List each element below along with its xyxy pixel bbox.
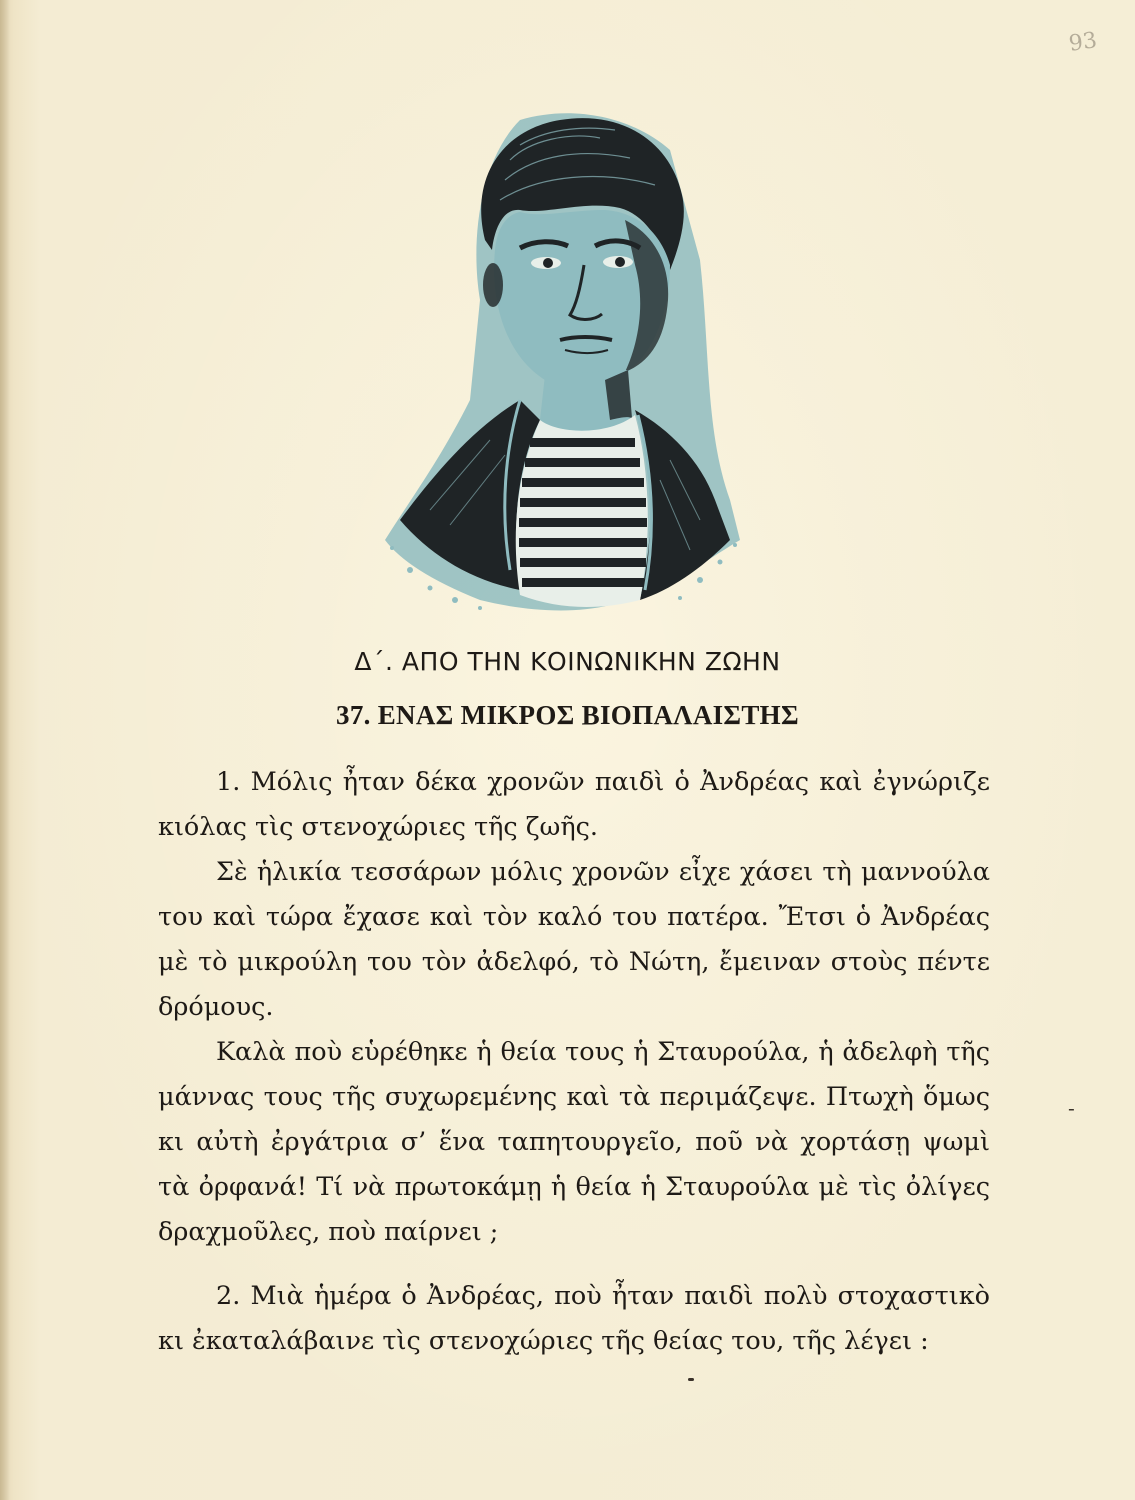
paragraph-1: 1. Μόλις ἦταν δέκα χρονῶν παιδὶ ὁ Ἀνδρέας καὶ ἐγνώριζε κιόλας τὶς στενοχώριες τῆς ζωῆς. xyxy=(158,767,990,842)
paragraph-3: Καλὰ ποὺ εὑρέθηκε ἡ θεία τους ἡ Σταυρούλα, ἡ ἀδελφὴ τῆς μάννας τους τῆς συχωρεμένης καὶ τὰ περιμάζεψε. Πτωχὴ ὅμως κι αὐτὴ ἐργάτρια σ’ ἕνα ταπητουργεῖο, ποῦ νὰ χορτάσῃ ψωμὶ τὰ ὀρφανά! Τί νὰ πρωτοκάμῃ ἡ θεία ἡ Σταυρούλα μὲ τὶς ὀλίγες δραχμοῦλες, ποὺ παίρνει ; xyxy=(158,1037,990,1247)
section-heading: Δ΄. ΑΠΟ ΤΗΝ ΚΟΙΝΩΝΙΚΗΝ ΖΩΗΝ xyxy=(354,647,781,676)
page-spine-shadow xyxy=(0,0,10,1500)
lesson-body xyxy=(158,760,990,1364)
margin-mark: - xyxy=(1068,1096,1075,1120)
boy-portrait-illustration xyxy=(370,100,750,620)
ink-speck xyxy=(688,1378,694,1381)
page-number: 93 xyxy=(1067,28,1099,57)
paragraph-4: 2. Μιὰ ἡμέρα ὁ Ἀνδρέας, ποὺ ἦταν παιδὶ πολὺ στοχαστικὸ κι ἐκαταλάβαινε τὶς στενοχώριες τῆς θείας του, τῆς λέγει : xyxy=(158,1281,990,1356)
paragraph-2: Σὲ ἡλικία τεσσάρων μόλις χρονῶν εἶχε χάσει τὴ μαννούλα του καὶ τώρα ἔχασε καὶ τὸν καλό του πατέρα. Ἔτσι ὁ Ἀνδρέας μὲ τὸ μικρούλη του τὸν ἀδελφό, τὸ Νώτη, ἔμειναν στοὺς πέντε δρόμους. xyxy=(158,857,990,1022)
lesson-title: 37. ΕΝΑΣ ΜΙΚΡΟΣ ΒΙΟΠΑΛΑΙΣΤΗΣ xyxy=(336,700,799,730)
